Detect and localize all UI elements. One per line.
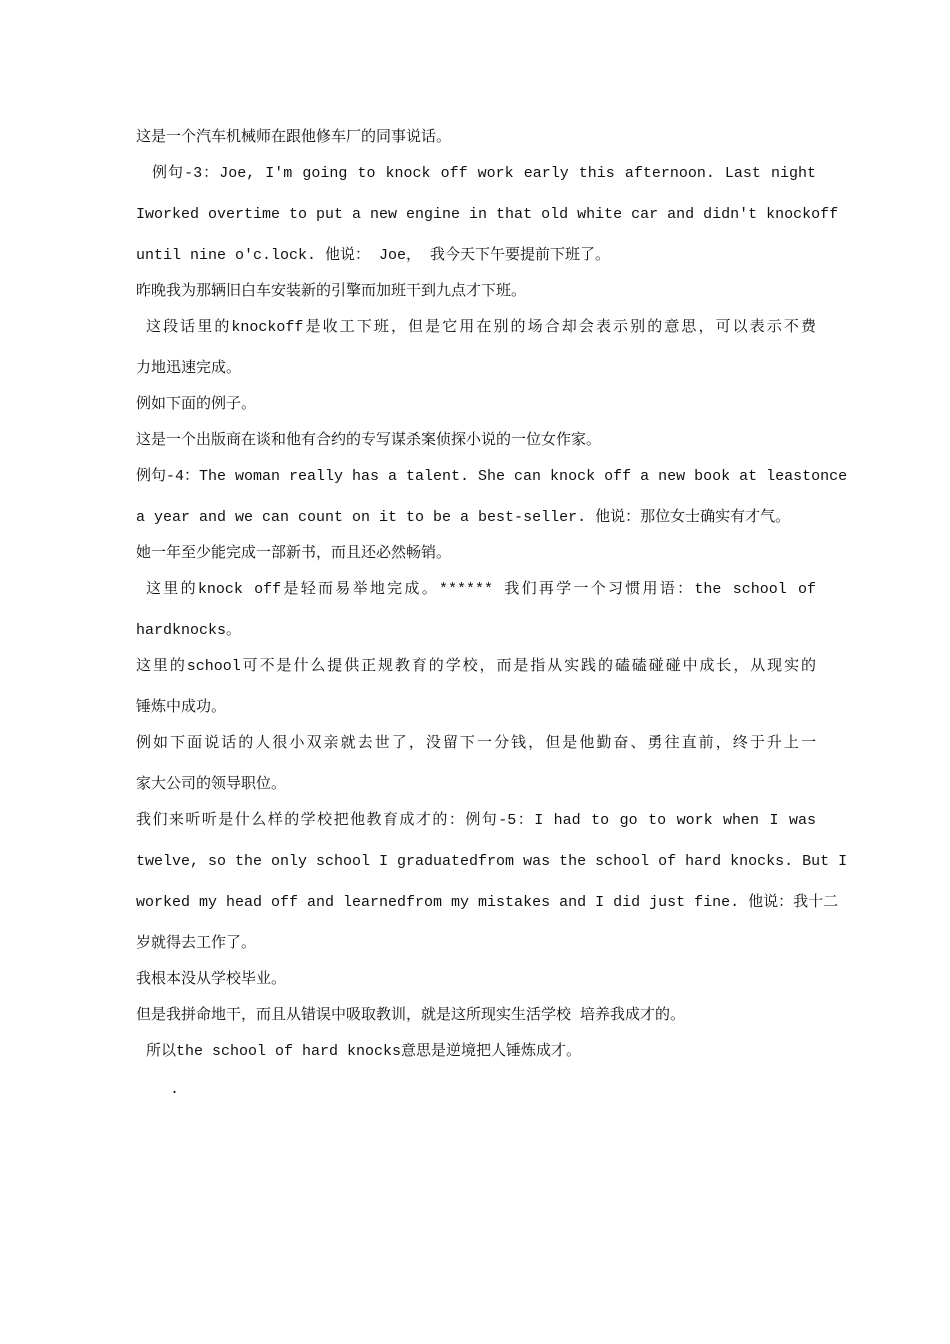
text-line: 我们来听听是什么样的学校把他教育成才的：例句-5：I had to go to work when I was	[136, 812, 816, 829]
text-line: 这里的knock off是轻而易举地完成。****** 我们再学一个习惯用语：the school of	[146, 581, 816, 598]
text-line: 例如下面说话的人很小双亲就去世了，没留下一分钱，但是他勤奋、勇往直前，终于升上一	[136, 735, 816, 752]
text-line: 力地迅速完成。	[136, 360, 242, 377]
text-line: 我根本没从学校毕业。	[136, 971, 287, 988]
text-line: 昨晚我为那辆旧白车安装新的引擎而加班干到九点才下班。	[136, 283, 527, 300]
text-line: 所以the school of hard knocks意思是逆境把人锤炼成才。	[146, 1043, 582, 1060]
text-line: 岁就得去工作了。	[136, 935, 257, 952]
text-line: 这是一个汽车机械师在跟他修车厂的同事说话。	[136, 129, 452, 146]
text-line: 她一年至少能完成一部新书，而且还必然畅销。	[136, 545, 452, 562]
text-line: twelve, so the only school I graduatedfrom was the school of hard knocks. But I	[136, 853, 848, 870]
text-line: 锤炼中成功。	[136, 699, 227, 716]
text-line: Iworked overtime to put a new engine in that old white car and didn't knockoff	[136, 206, 839, 223]
text-line: until nine o'c.lock. 他说： Joe， 我今天下午要提前下班了。	[136, 247, 611, 264]
text-line: 家大公司的领导职位。	[136, 776, 287, 793]
text-line: 例如下面的例子。	[136, 396, 257, 413]
text-line: worked my head off and learnedfrom my mistakes and I did just fine. 他说：我十二	[136, 894, 839, 911]
text-line: a year and we can count on it to be a best-seller. 他说：那位女士确实有才气。	[136, 509, 791, 526]
text-line: hardknocks。	[136, 622, 242, 639]
text-line: 这是一个出版商在谈和他有合约的专写谋杀案侦探小说的一位女作家。	[136, 432, 602, 449]
text-line: 例句-3：Joe, I'm going to knock off work early this afternoon. Last night	[152, 165, 816, 182]
text-line: 这段话里的knockoff是收工下班，但是它用在别的场合却会表示别的意思，可以表示不费	[146, 319, 816, 336]
text-line: 例句-4：The woman really has a talent. She can knock off a new book at leastonce	[136, 468, 848, 485]
text-line: 这里的school可不是什么提供正规教育的学校，而是指从实践的磕磕碰碰中成长，从现实的	[136, 658, 816, 675]
trailing-dot: .	[170, 1081, 180, 1098]
text-line: 但是我拼命地干，而且从错误中吸取教训，就是这所现实生活学校 培养我成才的。	[136, 1007, 686, 1024]
